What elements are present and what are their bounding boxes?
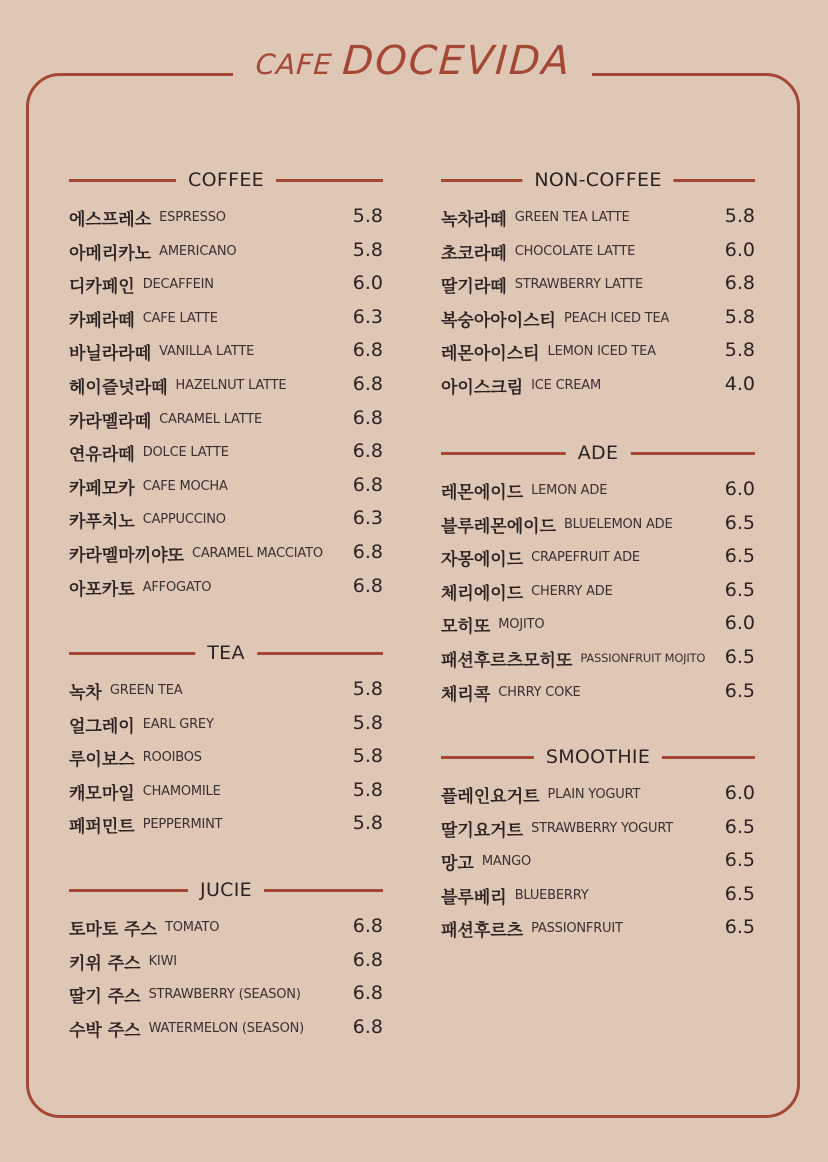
menu-item	[69, 678, 383, 712]
menu-item	[69, 239, 383, 273]
menu-header	[0, 38, 828, 98]
item-name-korean: 카라멜라떼	[69, 411, 152, 432]
section-title: JUCIE	[188, 879, 264, 901]
item-price: 6.8	[352, 372, 383, 395]
item-price: 5.8	[352, 812, 383, 835]
item-price: 4.0	[724, 372, 755, 395]
menu-item	[69, 407, 383, 441]
item-price: 6.5	[724, 815, 755, 838]
item-name-english: CARAMEL MACCIATO	[191, 545, 323, 561]
item-price: 6.5	[724, 578, 755, 601]
section-heading	[69, 642, 383, 664]
menu-item	[441, 205, 755, 239]
item-name-english: CARAMEL LATTE	[159, 411, 262, 427]
item-name-korean: 복숭아아이스티	[441, 310, 556, 331]
item-name-korean: 아메리카노	[69, 243, 152, 264]
menu-item	[69, 915, 383, 949]
item-price: 6.8	[352, 540, 383, 563]
menu-item	[441, 373, 755, 407]
item-name-english: HAZELNUT LATTE	[175, 377, 287, 393]
menu-item	[441, 512, 755, 546]
item-name-korean: 바닐라라떼	[69, 344, 152, 365]
menu-item	[69, 440, 383, 474]
item-name-english: AMERICANO	[159, 243, 237, 259]
item-name-english: GREEN TEA	[109, 683, 183, 698]
item-price: 5.8	[352, 205, 383, 227]
item-name-korean: 플레인요거트	[441, 787, 540, 807]
item-name-korean: 연유라떼	[69, 445, 135, 466]
item-price: 6.8	[352, 1015, 383, 1038]
item-price: 6.0	[724, 612, 755, 635]
item-name-english: PASSIONFRUIT	[531, 921, 623, 937]
item-price: 5.8	[352, 778, 383, 801]
item-name-korean: 카페모카	[69, 478, 135, 499]
item-price: 5.8	[352, 238, 383, 261]
item-name-english: LEMON ICED TEA	[547, 344, 656, 360]
item-price: 5.8	[352, 711, 383, 734]
item-name-english: CAFE MOCHA	[142, 478, 228, 494]
section-ade	[441, 442, 755, 713]
item-price: 6.8	[352, 440, 383, 463]
item-name-english: PEPPERMINT	[142, 817, 223, 833]
menu-item	[69, 949, 383, 983]
item-price: 6.0	[352, 272, 383, 295]
section-tea	[69, 642, 383, 846]
cafe-name: DOCEVIDA	[341, 38, 574, 84]
section-coffee	[69, 169, 383, 608]
item-price: 6.5	[724, 882, 755, 905]
section-title: TEA	[195, 642, 257, 664]
item-name-english: ICE CREAM	[531, 377, 602, 393]
item-name-english: EARL GREY	[142, 716, 214, 732]
item-name-english: CHOCOLATE LATTE	[514, 243, 636, 259]
item-name-korean: 딸기라떼	[441, 277, 507, 298]
item-name-english: DOLCE LATTE	[142, 445, 229, 461]
menu-item	[69, 474, 383, 508]
item-name-english: WATERMELON (SEASON)	[148, 1020, 305, 1036]
item-name-korean: 토마토 주스	[69, 920, 158, 940]
item-price: 6.0	[724, 782, 755, 804]
item-price: 5.8	[724, 205, 755, 227]
item-name-korean: 카라멜마끼야또	[69, 545, 184, 566]
item-price: 6.5	[724, 545, 755, 568]
item-name-english: CHERRY ADE	[531, 583, 613, 599]
item-name-korean: 페퍼민트	[69, 817, 135, 838]
item-name-english: CHRRY COKE	[498, 684, 581, 700]
section-heading	[441, 746, 755, 768]
menu-item	[69, 982, 383, 1016]
item-price: 6.5	[724, 849, 755, 872]
item-name-english: MANGO	[481, 854, 531, 870]
menu-item	[69, 575, 383, 609]
menu-item	[69, 1016, 383, 1050]
menu-item	[69, 812, 383, 846]
menu-item	[441, 680, 755, 714]
section-non-coffee	[441, 169, 755, 407]
section-heading	[441, 442, 755, 464]
item-name-korean: 아이스크림	[441, 377, 524, 398]
menu-item	[441, 916, 755, 950]
item-name-english: ROOIBOS	[142, 750, 202, 766]
item-name-korean: 블루레몬에이드	[441, 516, 556, 537]
cafe-title	[233, 38, 596, 84]
item-name-korean: 카푸치노	[69, 512, 135, 533]
section-title: COFFEE	[176, 169, 276, 191]
menu-item	[441, 545, 755, 579]
item-name-english: STRAWBERRY (SEASON)	[148, 987, 301, 1003]
menu-item	[441, 339, 755, 373]
item-name-korean: 아포카토	[69, 579, 135, 600]
item-price: 5.8	[724, 339, 755, 362]
item-name-korean: 수박 주스	[69, 1020, 141, 1041]
menu-item	[441, 306, 755, 340]
item-name-korean: 패션후르츠모히또	[441, 650, 573, 671]
menu-item	[441, 272, 755, 306]
menu-item	[69, 541, 383, 575]
menu-item	[441, 849, 755, 883]
section-heading	[441, 169, 755, 191]
menu-item	[69, 373, 383, 407]
item-name-korean: 캐모마일	[69, 783, 135, 804]
item-name-korean: 모히또	[441, 617, 491, 638]
item-price: 6.5	[724, 916, 755, 939]
menu-item	[441, 883, 755, 917]
menu-item	[69, 507, 383, 541]
item-price: 5.8	[352, 745, 383, 768]
item-name-korean: 레몬에이드	[441, 483, 524, 503]
item-price: 6.3	[352, 507, 383, 530]
item-name-korean: 녹차라떼	[441, 210, 507, 230]
item-name-english: TOMATO	[165, 920, 220, 935]
menu-item	[441, 478, 755, 512]
item-name-english: LEMON ADE	[531, 483, 608, 498]
item-name-english: VANILLA LATTE	[159, 344, 255, 360]
item-price: 6.3	[352, 305, 383, 328]
menu-item	[441, 239, 755, 273]
item-name-korean: 레몬아이스티	[441, 344, 540, 365]
item-name-korean: 딸기요거트	[441, 820, 524, 841]
menu-item	[69, 306, 383, 340]
item-price: 6.8	[352, 406, 383, 429]
item-name-korean: 에스프레소	[69, 210, 152, 230]
item-name-english: AFFOGATO	[142, 579, 212, 595]
item-name-english: CHAMOMILE	[142, 783, 221, 799]
menu-item	[441, 612, 755, 646]
item-price: 6.8	[352, 948, 383, 971]
item-name-english: DECAFFEIN	[142, 277, 214, 293]
item-price: 6.0	[724, 478, 755, 500]
menu-item	[69, 272, 383, 306]
item-name-korean: 카페라떼	[69, 310, 135, 331]
item-name-english: KIWI	[148, 953, 177, 969]
item-name-english: PLAIN YOGURT	[547, 787, 641, 802]
item-name-korean: 녹차	[69, 683, 102, 703]
item-name-korean: 체리콕	[441, 684, 491, 705]
item-name-korean: 헤이즐넛라떼	[69, 377, 168, 398]
menu-item	[441, 646, 755, 680]
item-name-english: MOJITO	[498, 617, 545, 633]
menu-item	[69, 339, 383, 373]
item-name-english: ESPRESSO	[159, 210, 226, 225]
section-heading	[69, 169, 383, 191]
item-name-korean: 초코라떼	[441, 243, 507, 264]
section-smoothie	[441, 746, 755, 950]
section-title: SMOOTHIE	[534, 746, 662, 768]
menu-item	[69, 779, 383, 813]
item-name-korean: 루이보스	[69, 750, 135, 771]
item-name-english: CAPPUCCINO	[142, 512, 226, 528]
menu-item	[69, 712, 383, 746]
item-name-english: BLUEBERRY	[514, 887, 589, 903]
item-price: 6.0	[724, 238, 755, 261]
section-heading	[69, 879, 383, 901]
item-price: 6.8	[352, 339, 383, 362]
item-name-english: PASSIONFRUIT MOJITO	[580, 651, 706, 666]
menu-item	[441, 816, 755, 850]
item-name-english: CRAPEFRUIT ADE	[531, 550, 640, 566]
item-name-korean: 딸기 주스	[69, 987, 141, 1008]
item-name-korean: 망고	[441, 854, 474, 875]
item-name-korean: 얼그레이	[69, 716, 135, 737]
menu-item	[69, 745, 383, 779]
menu-item	[441, 579, 755, 613]
item-price: 6.5	[724, 679, 755, 702]
item-price: 5.8	[724, 305, 755, 328]
menu-item	[69, 205, 383, 239]
item-name-korean: 디카페인	[69, 277, 135, 298]
item-name-english: STRAWBERRY LATTE	[514, 277, 643, 293]
section-title: ADE	[566, 442, 631, 464]
item-name-english: PEACH ICED TEA	[563, 310, 670, 326]
item-price: 6.5	[724, 645, 755, 668]
item-price: 6.8	[724, 272, 755, 295]
item-name-korean: 블루베리	[441, 887, 507, 908]
menu-item	[441, 782, 755, 816]
item-price: 5.8	[352, 678, 383, 700]
item-name-english: BLUELEMON ADE	[563, 516, 673, 532]
item-name-korean: 패션후르츠	[441, 921, 524, 942]
item-name-english: GREEN TEA LATTE	[514, 210, 630, 225]
item-price: 6.8	[352, 574, 383, 597]
item-price: 6.8	[352, 982, 383, 1005]
section-title: NON-COFFEE	[522, 169, 673, 191]
item-price: 6.8	[352, 915, 383, 937]
item-name-english: CAFE LATTE	[142, 310, 218, 326]
item-name-english: STRAWBERRY YOGURT	[531, 820, 673, 836]
item-price: 6.8	[352, 473, 383, 496]
section-juice	[69, 879, 383, 1049]
item-name-korean: 체리에이드	[441, 583, 524, 604]
item-price: 6.5	[724, 511, 755, 534]
cafe-prefix: CAFE	[254, 48, 334, 81]
item-name-korean: 자몽에이드	[441, 550, 524, 571]
item-name-korean: 키위 주스	[69, 953, 141, 974]
